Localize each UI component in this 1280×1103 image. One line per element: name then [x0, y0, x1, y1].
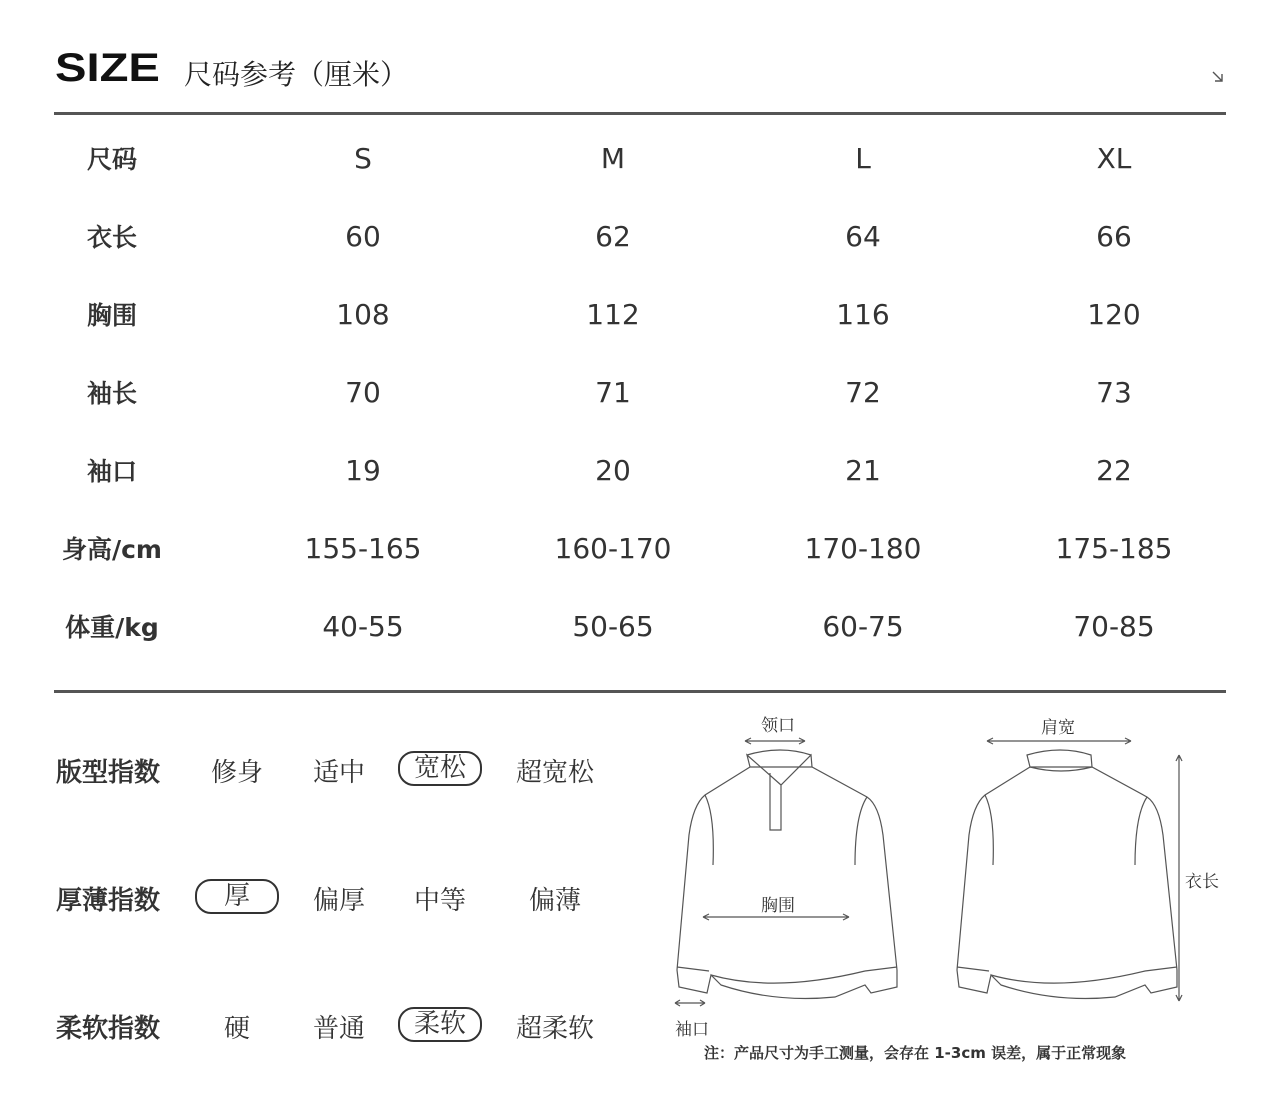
- fit-index-label: 版型指数: [56, 758, 161, 788]
- table-cell: 66: [1096, 220, 1132, 253]
- softness-option-soft-selected: 柔软: [398, 1007, 482, 1042]
- collar-label: 领口: [761, 716, 795, 736]
- table-cell: 21: [845, 454, 881, 487]
- table-cell: 64: [845, 220, 881, 253]
- table-cell: 70: [345, 376, 381, 409]
- table-cell: 175-185: [1055, 532, 1173, 565]
- size-column-header: 尺码: [86, 145, 137, 174]
- length-label: 衣长: [1185, 872, 1219, 892]
- table-cell: 73: [1096, 376, 1132, 409]
- table-cell: 62: [595, 220, 631, 253]
- softness-option-hard: 硬: [223, 1014, 250, 1044]
- measurement-note: 注：产品尺寸为手工测量，会存在 1-3cm 误差，属于正常现象: [704, 1044, 1127, 1062]
- thickness-option-thick-selected: 厚: [195, 879, 279, 914]
- thickness-index-label: 厚薄指数: [56, 886, 161, 916]
- table-cell: 155-165: [304, 532, 422, 565]
- cuff-label: 袖口: [675, 1020, 709, 1040]
- middle-divider: [54, 690, 1226, 693]
- front-collar: [747, 750, 812, 830]
- back-collar: [1027, 750, 1092, 771]
- table-cell: 20: [595, 454, 631, 487]
- shoulder-label: 肩宽: [1041, 718, 1075, 738]
- row-label-sleeve: 袖长: [86, 379, 137, 408]
- softness-option-extra-soft: 超柔软: [515, 1014, 594, 1044]
- table-cell: 160-170: [554, 532, 672, 565]
- table-cell: 70-85: [1073, 610, 1155, 643]
- table-cell: 72: [845, 376, 881, 409]
- row-label-height: 身高/cm: [61, 535, 162, 564]
- table-cell: 40-55: [322, 610, 404, 643]
- table-cell: 50-65: [572, 610, 654, 643]
- garment-illustration: [665, 705, 1245, 1015]
- table-cell: 19: [345, 454, 381, 487]
- table-cell: 60-75: [822, 610, 904, 643]
- table-cell: 108: [336, 298, 390, 331]
- cuff-arrow: [675, 1000, 705, 1006]
- shoulder-arrow: [987, 738, 1131, 744]
- chest-label: 胸围: [761, 896, 795, 916]
- row-label-length: 衣长: [86, 223, 137, 252]
- fit-option-loose-selected: 宽松: [398, 751, 482, 786]
- top-divider: [54, 112, 1226, 115]
- thickness-option-slightly-thick: 偏厚: [312, 886, 365, 916]
- size-title: SIZE: [55, 46, 160, 90]
- fit-option-slim: 修身: [210, 758, 263, 788]
- front-sleeve-seams: [677, 795, 897, 983]
- table-cell: 60: [345, 220, 381, 253]
- thickness-option-slightly-thin: 偏薄: [528, 886, 581, 916]
- row-label-cuff: 袖口: [86, 457, 137, 486]
- size-subtitle: 尺码参考（厘米）: [184, 58, 409, 91]
- row-label-chest: 胸围: [86, 301, 137, 330]
- table-cell: 120: [1087, 298, 1141, 331]
- arrow-down-right-icon[interactable]: [1211, 70, 1225, 84]
- table-cell: 170-180: [804, 532, 922, 565]
- table-cell: 71: [595, 376, 631, 409]
- fit-option-extra-loose: 超宽松: [515, 758, 594, 788]
- size-col-s: S: [354, 142, 372, 175]
- size-col-l: L: [855, 142, 871, 175]
- table-cell: 116: [836, 298, 890, 331]
- size-col-m: M: [600, 142, 626, 175]
- table-cell: 22: [1096, 454, 1132, 487]
- fit-option-regular: 适中: [312, 758, 365, 788]
- garment-diagram: [665, 705, 1245, 1040]
- size-col-xl: XL: [1096, 142, 1132, 175]
- back-sleeve-seams: [957, 795, 1177, 983]
- softness-option-normal: 普通: [312, 1014, 365, 1044]
- softness-index-label: 柔软指数: [56, 1014, 161, 1044]
- collar-arrow: [745, 738, 805, 744]
- table-cell: 112: [586, 298, 640, 331]
- row-label-weight: 体重/kg: [65, 613, 159, 642]
- thickness-option-medium: 中等: [413, 886, 466, 916]
